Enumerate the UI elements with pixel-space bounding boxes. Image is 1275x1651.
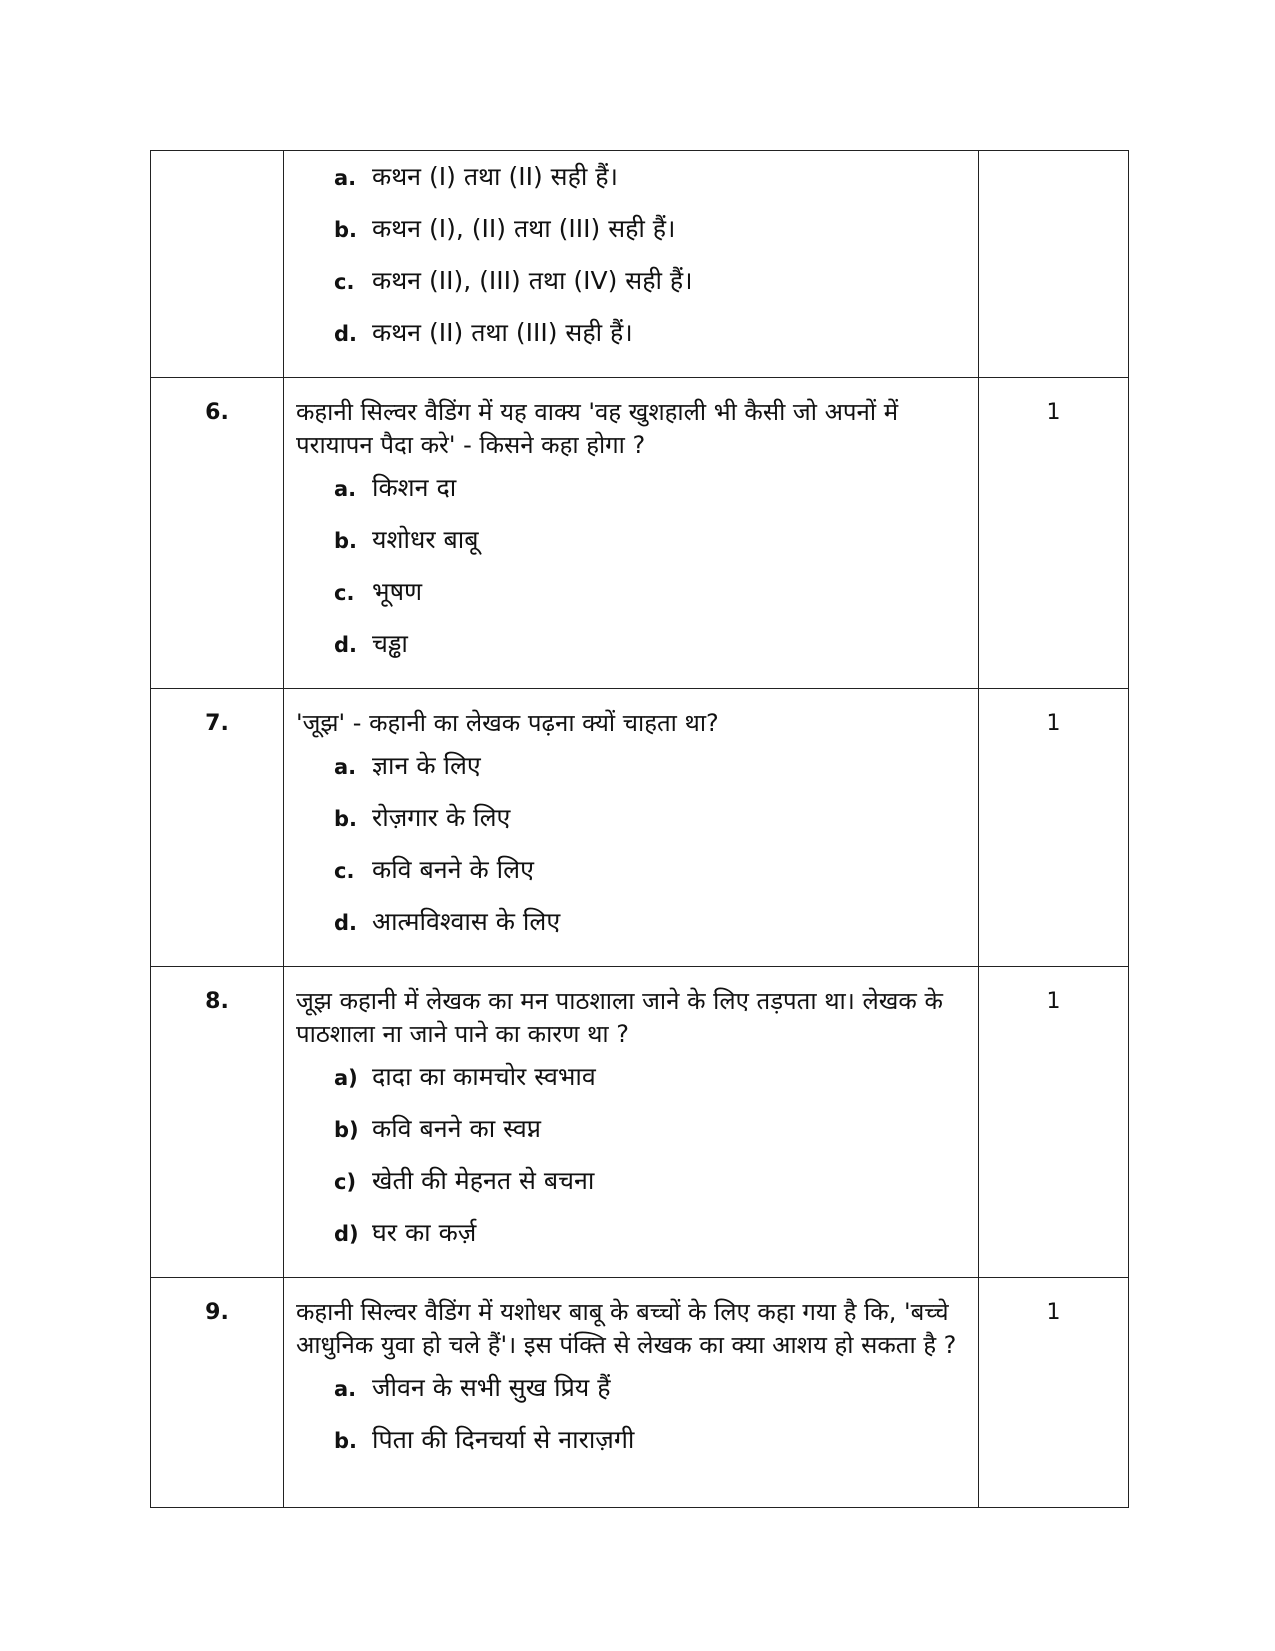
question-cell: [284, 378, 979, 689]
option-item: [296, 1111, 968, 1163]
option-item: [296, 626, 968, 678]
option-label: b.: [334, 807, 358, 831]
marks-cell: 1: [979, 689, 1129, 967]
option-text: कथन (II), (III) तथा (IV) सही हैं।: [372, 266, 693, 295]
question-cell: [284, 689, 979, 967]
option-text: दादा का कामचोर स्वभाव: [372, 1062, 596, 1091]
option-text: कथन (II) तथा (III) सही हैं।: [372, 318, 633, 347]
question-cell: [284, 151, 979, 378]
option-label: d.: [334, 322, 358, 346]
question-table: [150, 150, 1129, 1508]
option-text: भूषण: [372, 577, 423, 606]
question-cell: [284, 967, 979, 1278]
option-text: कवि बनने का स्वप्न: [372, 1114, 541, 1143]
option-item: [296, 211, 968, 263]
option-label: b.: [334, 529, 358, 553]
question-cell: [284, 1278, 979, 1508]
option-text: रोज़गार के लिए: [372, 803, 511, 832]
question-row: [151, 689, 1129, 967]
option-label: c.: [334, 270, 355, 294]
option-item: [296, 1422, 968, 1474]
option-item: [296, 800, 968, 852]
question-text: कहानी सिल्वर वैडिंग में यह वाक्य 'वह खुशहाली भी कैसी जो अपनों में परायापन पैदा करे' - किसने कहा होगा ?: [296, 398, 899, 459]
option-label: c): [334, 1170, 357, 1194]
option-label: c.: [334, 859, 355, 883]
option-item: [296, 263, 968, 315]
option-item: [296, 852, 968, 904]
option-text: कथन (I) तथा (II) सही हैं।: [372, 162, 619, 191]
question-text: 'जूझ' - कहानी का लेखक पढ़ना क्यों चाहता था?: [296, 709, 719, 737]
option-item: [296, 904, 968, 956]
option-label: d.: [334, 911, 358, 935]
option-label: a.: [334, 477, 357, 501]
question-row: [151, 378, 1129, 689]
option-text: जीवन के सभी सुख प्रिय हैं: [372, 1373, 611, 1402]
option-label: b.: [334, 1429, 358, 1453]
marks-cell: [979, 151, 1129, 378]
question-number: 7.: [151, 689, 284, 967]
option-text: घर का कर्ज़: [372, 1218, 477, 1247]
option-text: यशोधर बाबू: [372, 525, 479, 554]
marks-cell: 1: [979, 1278, 1129, 1508]
option-item: [296, 522, 968, 574]
option-label: c.: [334, 581, 355, 605]
option-text: कवि बनने के लिए: [372, 855, 534, 884]
option-label: a.: [334, 755, 357, 779]
marks-cell: 1: [979, 378, 1129, 689]
option-label: d): [334, 1222, 359, 1246]
option-label: b): [334, 1118, 359, 1142]
option-item: [296, 1370, 968, 1422]
option-item: [296, 470, 968, 522]
marks-cell: 1: [979, 967, 1129, 1278]
option-label: a.: [334, 1377, 357, 1401]
option-label: d.: [334, 633, 358, 657]
question-number: 9.: [151, 1278, 284, 1508]
option-item: [296, 1163, 968, 1215]
question-row: [151, 967, 1129, 1278]
option-item: [296, 159, 968, 211]
option-label: a.: [334, 166, 357, 190]
option-item: [296, 1059, 968, 1111]
option-item: [296, 748, 968, 800]
option-text: किशन दा: [372, 473, 457, 502]
question-number: 6.: [151, 378, 284, 689]
option-text: आत्मविश्वास के लिए: [372, 907, 561, 936]
question-text: कहानी सिल्वर वैडिंग में यशोधर बाबू के बच्चों के लिए कहा गया है कि, 'बच्चे आधुनिक युवा हो चले हैं'। इस पंक्ति से लेखक का क्या आशय हो सकता है ?: [296, 1298, 957, 1359]
option-text: पिता की दिनचर्या से नाराज़गी: [372, 1425, 635, 1454]
option-label: b.: [334, 218, 358, 242]
option-item: [296, 574, 968, 626]
option-item: [296, 315, 968, 367]
option-item: [296, 1215, 968, 1267]
option-label: a): [334, 1066, 358, 1090]
option-text: खेती की मेहनत से बचना: [372, 1166, 595, 1195]
question-text: जूझ कहानी में लेखक का मन पाठशाला जाने के लिए तड़पता था। लेखक के पाठशाला ना जाने पाने का कारण था ?: [296, 987, 943, 1048]
question-row: [151, 1278, 1129, 1508]
option-text: ज्ञान के लिए: [372, 751, 481, 780]
question-row: [151, 151, 1129, 378]
option-text: चड्ढा: [372, 629, 408, 658]
question-number: [151, 151, 284, 378]
option-text: कथन (I), (II) तथा (III) सही हैं।: [372, 214, 676, 243]
question-number: 8.: [151, 967, 284, 1278]
